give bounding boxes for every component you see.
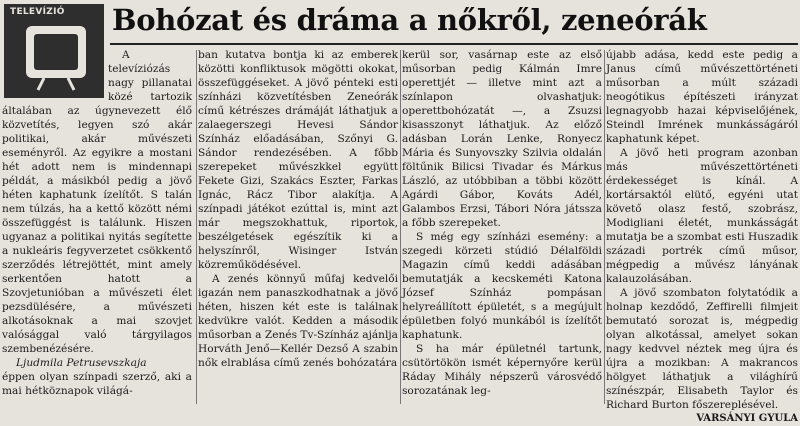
column-4 — [606, 48, 798, 424]
headline-rule — [110, 43, 798, 45]
author-signature: VARSÁNYI GYULA — [696, 413, 798, 424]
column-1 — [2, 48, 192, 406]
column-3 — [402, 48, 602, 406]
logo-wrap-space — [2, 48, 108, 104]
paragraph: ban kutatva bontja ki az emberek közötti konfliktusok mögötti okokat, összefüggéseket. A jövő pénteki esti színházi közvetítésben Zeneórák című kétrészes drámáját láthatjuk a zalaegerszegi Hevesi Sándor Színház előadásában, Szőnyi G. Sándor rendezésében. A főbb szerepeket művészkkel együtt Fekete Gizi, Szakács Eszter, Farkas Ignác, Rácz Tibor alakítja. A színpadi játékot ezúttal is, mint azt már megszokhattuk, riportok, beszélgetések egészítik ki a helyszínről, Wisinger István közreműködésével. — [198, 49, 398, 271]
column-2 — [198, 48, 398, 406]
paragraph: S ha már épületnél tartunk, csütörtökön ismét képernyőre kerül Ráday Mihály népszerű városvédő sorozatának leg- — [402, 343, 602, 397]
paragraph: S még egy színházi esemény: a szegedi körzeti stúdió Délalföldi Magazin című keddi adásában bemutatják a kecskeméti Katona József Színház pompásan helyreállított épületét, s a megújult épületben folyó munkából is ízelítőt kaphatunk. — [402, 231, 602, 341]
paragraph: A zenés könnyű műfaj kedvelői igazán nem panaszkodhatnak a jövő héten, hiszen két este is találnak kedvükre valót. Kedden a második műsorban a Zenés Tv-Színház ajánlja Horváth Jenő—Kellér Dezső A szabin nők elrablása című zenés bohózatára — [198, 273, 398, 369]
byline-name — [2, 356, 192, 370]
paragraph: kerül sor, vasárnap este az első műsorban pedig Kálmán Imre operettjét — illetve mint azt a színlapon olvashatjuk: operettbohózatát —, a Zsuzsi kisasszonyt láthatjuk. Az előző adásban Lorán Lenke, Ronyecz Mária és Sunyovszky Szilvia oldalán föltűnik Bilicsi Tivadar és Márkus László, az utóbbiban a többi között Agárdi Gábor, Kováts Adél, Galambos Erzsi, Tábori Nóra játssza a főbb szerepeket. — [402, 49, 602, 229]
paragraph: A jövő heti program azonban más művészettörténeti érdekességet is kínál. A kortársaktól elütő, egyéni utat követő olasz festő, szobrász, Modigliani életét, munkásságát mutatja be a szombat esti Huszadik századi portrék című műsor, mégpedig a művész lányának kalauzolásában. — [606, 147, 798, 285]
article-body — [2, 48, 798, 424]
logo-label: TELEVÍZIÓ — [10, 7, 65, 17]
headline: Bohózat és dráma a nőkről, zeneórák — [112, 3, 707, 37]
author-name: Ljudmila Petrusevszkaja — [16, 357, 147, 369]
paragraph: A televíziózás nagy pillanatai közé tartozik általában az úgynevezett élő közvetítés, legyen szó akár politikai, akár művészeti eseményről. Az egyikre a mostani hét adott nem is mindennapi példát, a másikból pedig a jövő héten kaphatunk ízelítőt. S talán nem túlzás, ha a kettő között némi összefüggést is találunk. Hiszen ugyanaz a politikai nyitás segítette a nukleáris fegyverzetet csökkentő szerződés létrejöttét, mint amely serkentően hatott a Szovjetunióban a művészeti élet pezsdülésére, a művészeti alkotásoknak a mai szovjet valósággal való tárgyilagos szembenézésére. — [2, 49, 192, 355]
paragraph: A jövő szombaton folytatódik a holnap kezdődő, Zeffirelli filmjeit bemutató sorozat is, mégpedig olyan alkotással, amelyet sokan nagy kedvvel néztek meg újra és újra a mozikban: A makrancos hölgyet láthatjuk a világhírű színészpár, Elisabeth Taylor és Richard Burton főszereplésével. — [606, 287, 798, 411]
paragraph: éppen olyan színpadi szerző, aki a mai hétköznapok világá- — [2, 371, 192, 397]
paragraph: újabb adása, kedd este pedig a Janus című művészettörténeti műsorban a múlt századi neogótikus építészeti irányzat legnagyobb hazai képviselőjének, Steindl Imrének munkásságáról kaphatunk képet. — [606, 49, 798, 145]
